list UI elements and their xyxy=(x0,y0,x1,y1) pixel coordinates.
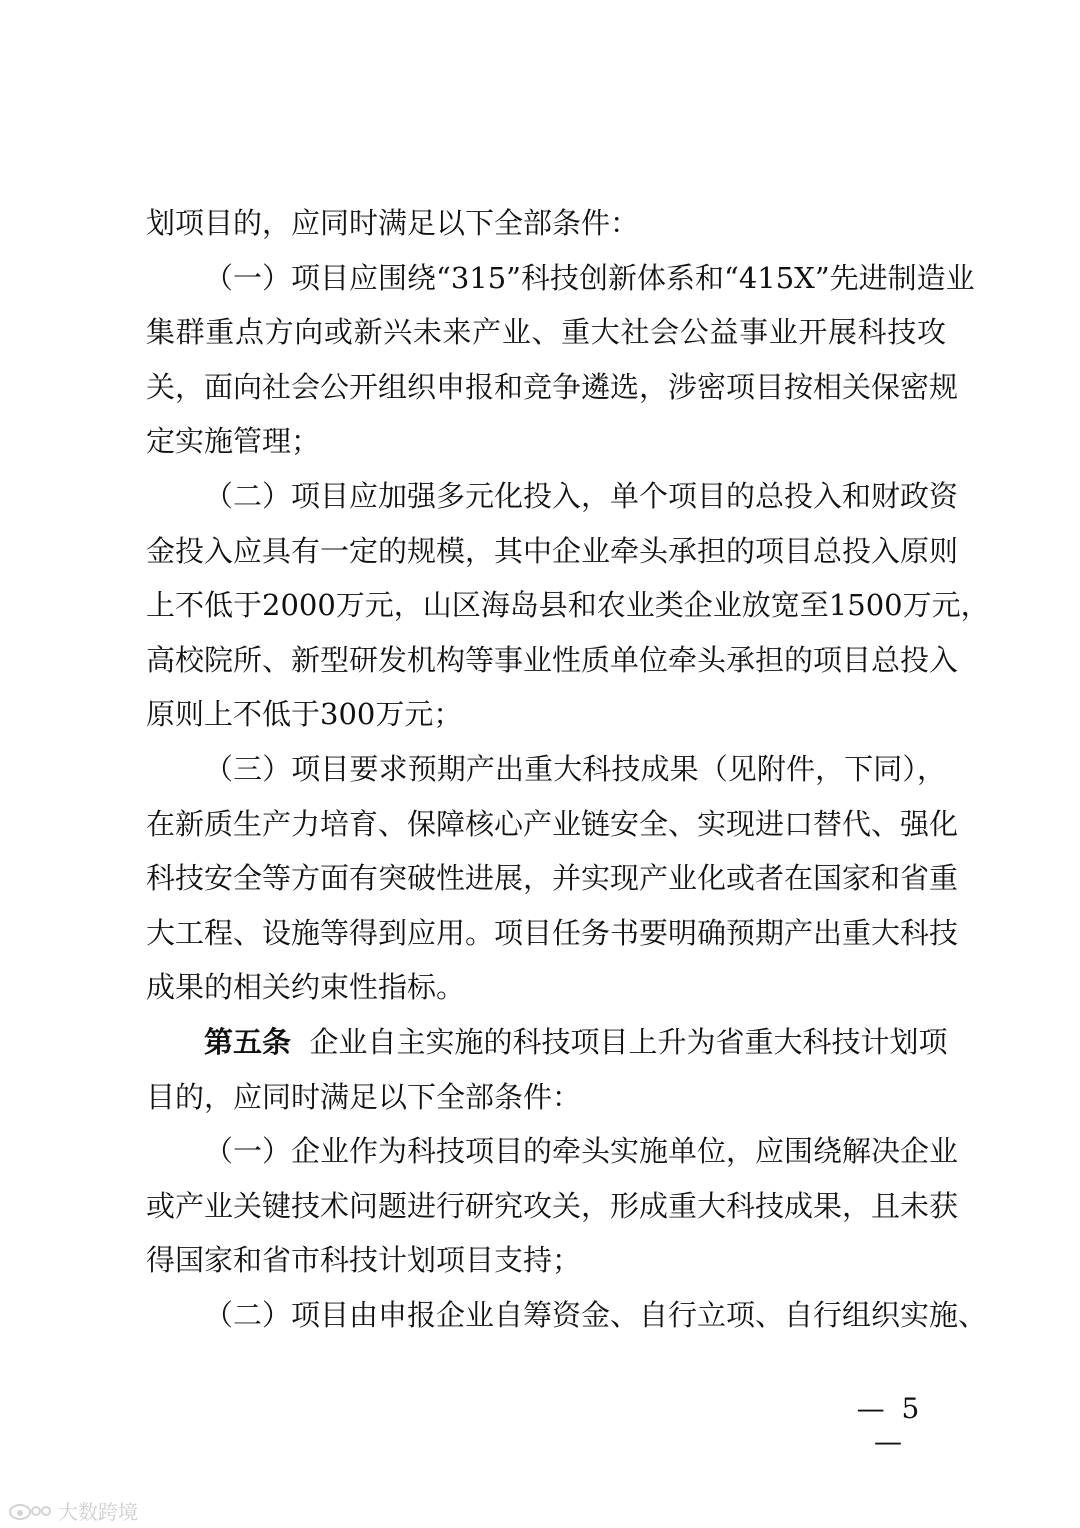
page-number: — 5 — xyxy=(856,1392,924,1458)
watermark-text: 大数跨境 xyxy=(58,1500,138,1524)
text-line: 金投入应具有一定的规模，其中企业牵头承担的项目总投入原则 xyxy=(146,533,959,568)
text-line: 定实施管理； xyxy=(146,424,321,459)
text-line: 大工程、设施等得到应用。项目任务书要明确预期产出重大科技 xyxy=(146,915,959,950)
text-line: （二）项目应加强多元化投入，单个项目的总投入和财政资 xyxy=(204,478,959,513)
article-line xyxy=(146,1015,946,1070)
text-line: 高校院所、新型研发机构等事业性质单位牵头承担的项目总投入 xyxy=(146,642,959,677)
text-line: 成果的相关约束性指标。 xyxy=(146,970,466,1005)
document-body xyxy=(146,196,990,1342)
text-line: （一）企业作为科技项目的牵头实施单位，应围绕解决企业 xyxy=(204,1134,959,1169)
text-line: 上不低于2000万元，山区海岛县和农业类企业放宽至1500万元， xyxy=(146,588,990,623)
text-line: 关，面向社会公开组织申报和竞争遴选，涉密项目按相关保密规 xyxy=(146,369,959,404)
text-line: 目的，应同时满足以下全部条件： xyxy=(146,1079,582,1114)
text-line: 科技安全等方面有突破性进展，并实现产业化或者在国家和省重 xyxy=(146,861,959,896)
text-line: 划项目的，应同时满足以下全部条件： xyxy=(146,206,640,240)
weibo-logo-icon xyxy=(8,1501,52,1521)
text-line: （二）项目由申报企业自筹资金、自行立项、自行组织实施、 xyxy=(204,1297,988,1332)
text-line: 企业自主实施的科技项目上升为省重大科技计划项 xyxy=(309,1024,948,1059)
text-line: （一）项目应围绕“315”科技创新体系和“415X”先进制造业 xyxy=(204,260,975,295)
text-line: 在新质生产力培育、保障核心产业链安全、实现进口替代、强化 xyxy=(146,806,959,841)
watermark xyxy=(8,1496,138,1525)
text-line: （三）项目要求预期产出重大科技成果（见附件，下同）， xyxy=(204,751,946,786)
text-line: 得国家和省市科技计划项目支持； xyxy=(146,1243,582,1278)
article-label: 第五条 xyxy=(204,1024,292,1059)
text-line: 原则上不低于300万元； xyxy=(146,697,463,732)
text-line: 或产业关键技术问题进行研究攻关，形成重大科技成果，且未获 xyxy=(146,1188,959,1223)
text-line: 集群重点方向或新兴未来产业、重大社会公益事业开展科技攻 xyxy=(146,315,946,350)
